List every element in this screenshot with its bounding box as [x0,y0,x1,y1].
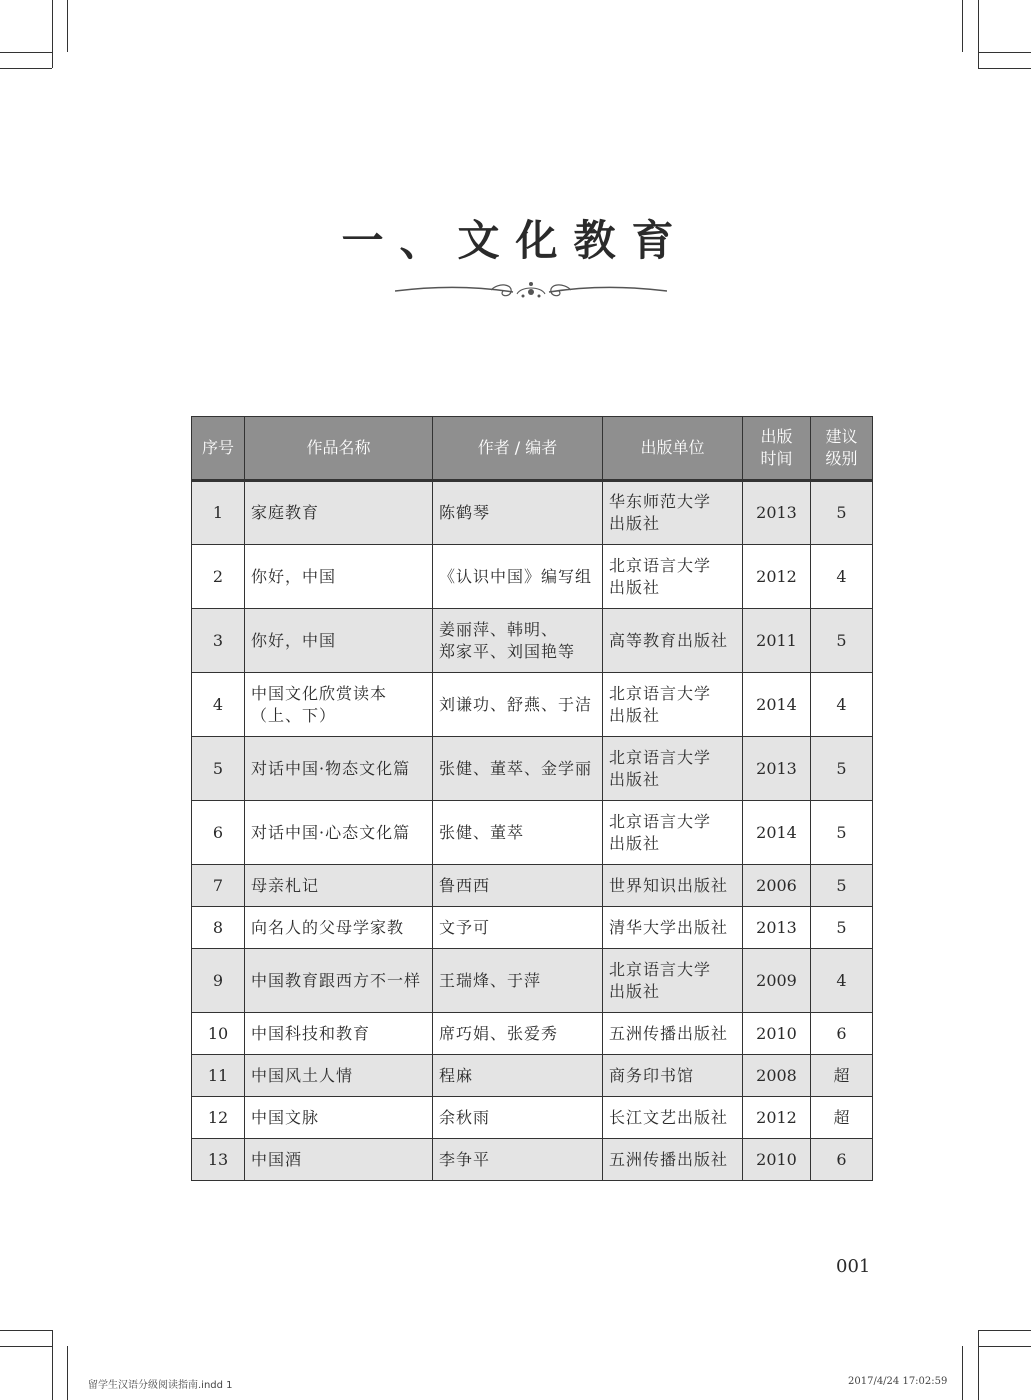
book-author-text: 刘谦功、舒燕、于洁 [439,694,593,714]
book-author [433,1055,603,1097]
publish-year: 2013 [743,907,811,949]
page-title: 一、文化教育 [341,216,690,265]
header-year: 出版 时间 [743,417,811,481]
book-title [245,1097,433,1139]
book-title-text: 家庭教育 [251,503,320,522]
crop-mark [962,1346,963,1400]
book-author-text: 张健、董萃、金学丽 [439,758,593,778]
flourish-ornament-icon [395,276,667,306]
row-number: 8 [192,907,245,949]
reading-level: 5 [811,801,873,865]
book-title [245,907,433,949]
book-publisher [603,949,743,1013]
book-author [433,737,603,801]
book-title-text: 中国风土人情 [251,1065,354,1085]
book-publisher-text: 清华大学出版社 [609,917,729,937]
row-number: 1 [192,481,245,545]
crop-mark [0,68,52,69]
book-title-text: 中国教育跟西方不一样 [251,970,422,990]
book-publisher [603,1097,743,1139]
crop-mark [67,0,68,52]
book-publisher-text: 北京语言大学 出版社 [609,683,712,725]
book-publisher-text: 高等教育出版社 [609,630,729,650]
book-publisher-text: 商务印书馆 [609,1065,695,1085]
book-title [245,801,433,865]
book-author [433,673,603,737]
crop-mark [0,52,52,53]
row-number: 5 [192,737,245,801]
publish-year: 2006 [743,865,811,907]
table-row [192,673,873,737]
header-title: 作品名称 [245,417,433,481]
crop-mark [67,1346,68,1400]
reading-level: 超 [811,1055,873,1097]
table-row [192,1013,873,1055]
book-publisher-text: 长江文艺出版社 [609,1107,729,1127]
row-number: 10 [192,1013,245,1055]
book-list-table [191,416,873,1181]
table-row [192,545,873,609]
publish-year: 2009 [743,949,811,1013]
book-publisher-text: 五洲传播出版社 [609,1149,729,1169]
header-author: 作者 / 编者 [433,417,603,481]
book-title [245,1013,433,1055]
table-row [192,907,873,949]
book-author-text: 鲁西西 [439,875,491,895]
row-number: 13 [192,1139,245,1181]
crop-mark [978,1346,1031,1347]
book-publisher [603,481,743,545]
reading-level: 超 [811,1097,873,1139]
publish-year: 2010 [743,1013,811,1055]
reading-level: 4 [811,673,873,737]
book-title-text: 向名人的父母学家教 [251,917,405,937]
header-level: 建议 级别 [811,417,873,481]
book-author-text: 席巧娟、张爱秀 [439,1023,559,1043]
reading-level: 5 [811,481,873,545]
book-title [245,1139,433,1181]
book-author-text: 王瑞烽、于萍 [439,970,542,990]
table-row [192,865,873,907]
row-number: 11 [192,1055,245,1097]
book-publisher [603,737,743,801]
table-row [192,1139,873,1181]
book-author-text: 姜丽萍、韩明、 郑家平、刘国艳等 [439,619,576,661]
book-title-text: 你好，中国 [251,630,337,650]
book-author [433,1097,603,1139]
reading-level: 5 [811,737,873,801]
publish-year: 2012 [743,1097,811,1139]
book-publisher [603,1055,743,1097]
book-author [433,1139,603,1181]
reading-level: 5 [811,865,873,907]
book-author-text: 张健、董萃 [439,822,525,842]
reading-level: 4 [811,949,873,1013]
book-title-text: 中国文脉 [251,1107,320,1127]
book-publisher [603,1139,743,1181]
book-author-text: 陈鹤琴 [439,503,491,522]
page-number: 001 [836,1256,871,1277]
book-author-text: 《认识中国》编写组 [439,566,593,586]
book-publisher [603,1013,743,1055]
book-title [245,949,433,1013]
book-publisher [603,865,743,907]
crop-mark [978,1330,979,1400]
book-title [245,609,433,673]
table-row [192,801,873,865]
book-author [433,1013,603,1055]
book-author-text: 文予可 [439,917,491,937]
book-author [433,609,603,673]
publish-year: 2013 [743,481,811,545]
book-publisher-text: 北京语言大学 出版社 [609,959,712,1001]
book-author-text: 程麻 [439,1065,474,1085]
table-row [192,1055,873,1097]
row-number: 4 [192,673,245,737]
crop-mark [0,1346,52,1347]
publish-year: 2013 [743,737,811,801]
row-number: 6 [192,801,245,865]
book-title-text: 母亲札记 [251,875,320,895]
print-timestamp: 2017/4/24 17:02:59 [848,1376,948,1387]
book-publisher-text: 北京语言大学 出版社 [609,747,712,789]
reading-level: 6 [811,1013,873,1055]
crop-mark [0,1330,52,1331]
book-publisher-text: 世界知识出版社 [609,875,729,895]
crop-mark [978,1330,1031,1331]
book-publisher-text: 北京语言大学 出版社 [609,555,712,597]
crop-mark [978,68,1031,69]
book-publisher [603,673,743,737]
table-row [192,949,873,1013]
table-row [192,481,873,545]
table-row [192,737,873,801]
row-number: 2 [192,545,245,609]
book-publisher-text: 华东师范大学 出版社 [609,492,712,533]
crop-mark [978,0,979,68]
row-number: 3 [192,609,245,673]
table-row [192,609,873,673]
row-number: 12 [192,1097,245,1139]
publish-year: 2014 [743,673,811,737]
publish-year: 2012 [743,545,811,609]
book-author [433,949,603,1013]
header-publisher: 出版单位 [603,417,743,481]
reading-level: 5 [811,907,873,949]
book-author [433,865,603,907]
book-author-text: 李争平 [439,1149,491,1169]
crop-mark [962,0,963,52]
book-author-text: 余秋雨 [439,1107,491,1127]
crop-mark [52,0,53,68]
table-row [192,1097,873,1139]
file-slug: 留学生汉语分级阅读指南.indd 1 [88,1380,233,1391]
book-author [433,481,603,545]
reading-level: 4 [811,545,873,609]
crop-mark [52,1330,53,1400]
book-publisher [603,801,743,865]
book-title [245,737,433,801]
header-number: 序号 [192,417,245,481]
book-title-text: 中国文化欣赏读本 （上、下） [251,683,388,725]
book-title-text: 中国酒 [251,1149,303,1169]
publish-year: 2008 [743,1055,811,1097]
row-number: 7 [192,865,245,907]
book-publisher-text: 五洲传播出版社 [609,1023,729,1043]
publish-year: 2010 [743,1139,811,1181]
book-title [245,865,433,907]
book-title [245,545,433,609]
book-publisher [603,907,743,949]
table-header-row [192,417,873,481]
book-title-text: 对话中国·心态文化篇 [251,822,411,842]
book-author [433,801,603,865]
row-number: 9 [192,949,245,1013]
book-author [433,907,603,949]
publish-year: 2014 [743,801,811,865]
book-publisher [603,609,743,673]
book-title-text: 对话中国·物态文化篇 [251,758,411,778]
book-publisher-text: 北京语言大学 出版社 [609,811,712,853]
reading-level: 6 [811,1139,873,1181]
book-title [245,1055,433,1097]
reading-level: 5 [811,609,873,673]
publish-year: 2011 [743,609,811,673]
book-title [245,673,433,737]
book-title-text: 中国科技和教育 [251,1023,371,1043]
book-title-text: 你好，中国 [251,566,337,586]
book-publisher [603,545,743,609]
crop-mark [978,52,1031,53]
book-title [245,481,433,545]
book-author [433,545,603,609]
